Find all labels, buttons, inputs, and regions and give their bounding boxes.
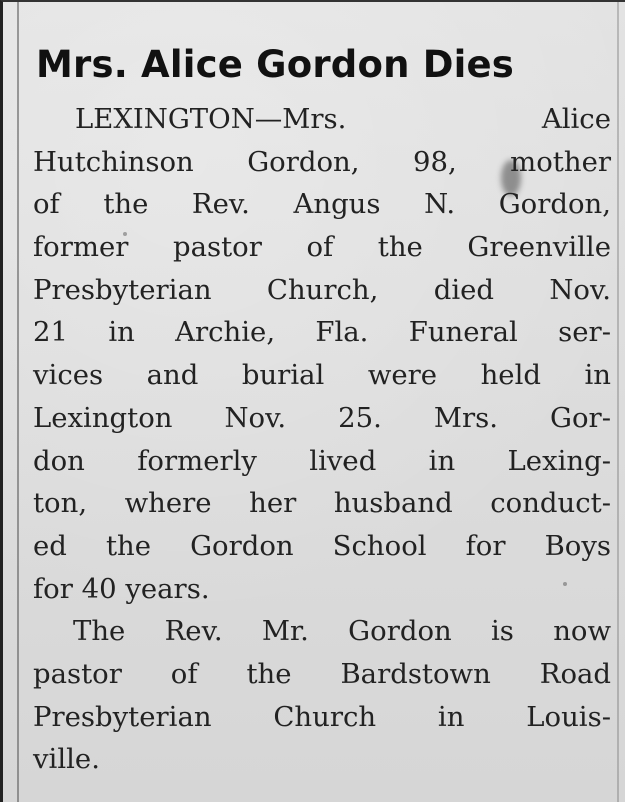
article-line: The Rev. Mr. Gordon is now	[73, 615, 611, 648]
print-speck	[563, 582, 567, 586]
article-headline: Mrs. Alice Gordon Dies	[36, 43, 515, 86]
article-line: former pastor of the Greenville	[33, 231, 611, 264]
article-line: ed the Gordon School for Boys	[33, 529, 611, 562]
article-body	[33, 98, 611, 781]
article-line: Presbyterian Church in Louis-	[33, 700, 611, 733]
ink-smudge	[501, 160, 521, 196]
article-line: pastor of the Bardstown Road	[33, 657, 611, 690]
article-line: LEXINGTON—Mrs. Alice	[75, 103, 611, 135]
article-line: of the Rev. Angus N. Gordon,	[33, 188, 611, 221]
print-speck	[343, 462, 347, 466]
article-line: Presbyterian Church, died Nov.	[33, 273, 611, 306]
article-line: for 40 years.	[33, 572, 210, 605]
column-rule-left	[17, 2, 19, 802]
article-line: ton, where her husband conduct-	[33, 487, 611, 520]
article-line: Lexington Nov. 25. Mrs. Gor-	[33, 401, 611, 434]
article-line: 21 in Archie, Fla. Funeral ser-	[33, 316, 611, 349]
column-rule-right	[617, 2, 619, 802]
article-line: vices and burial were held in	[33, 359, 611, 392]
article-line: ville.	[33, 743, 100, 776]
article-line: don formerly lived in Lexing-	[33, 444, 611, 477]
print-speck	[123, 232, 127, 236]
article-line: Hutchinson Gordon, 98, mother	[33, 145, 611, 178]
